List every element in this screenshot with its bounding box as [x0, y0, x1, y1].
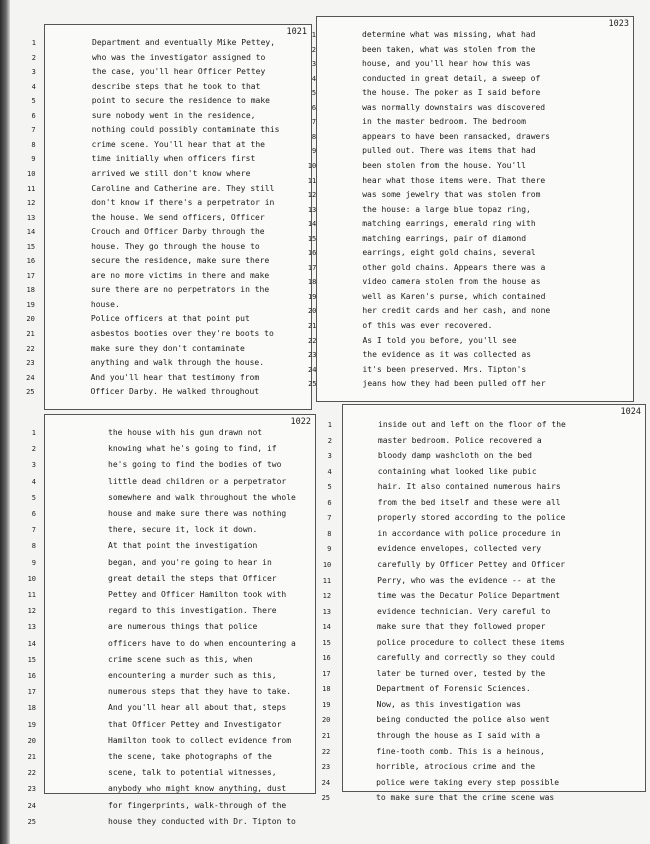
transcript-line: video camera stolen from the house as — [362, 277, 541, 287]
transcript-line: house. — [90, 299, 120, 309]
line-number: 3 — [311, 60, 317, 69]
line-number: 12 — [27, 607, 36, 616]
line-number: 13 — [26, 213, 36, 222]
transcript-line: sure nobody went in the residence, — [91, 110, 256, 120]
transcript-line: was some jewelry that was stolen from — [362, 190, 541, 200]
transcript-line: the house with his gun drawn not — [108, 428, 263, 437]
transcript-line: And you'll hear all about that, steps — [108, 703, 287, 713]
line-number: 16 — [322, 654, 331, 663]
line-number: 3 — [31, 68, 36, 77]
line-number: 14 — [307, 220, 317, 229]
line-number: 21 — [26, 330, 35, 338]
line-number: 1 — [31, 39, 36, 47]
line-number: 20 — [307, 307, 317, 316]
transcript-line: it's been preserved. Mrs. Tipton's — [362, 364, 527, 374]
line-number: 4 — [31, 82, 36, 91]
page-number: 1021 — [286, 27, 307, 37]
line-number: 10 — [322, 560, 332, 569]
line-number: 20 — [26, 315, 35, 324]
line-number: 18 — [27, 704, 36, 713]
transcript-line: At that point the investigation — [108, 541, 258, 551]
transcript-line: he's going to find the bodies of two — [108, 460, 282, 470]
transcript-line: police procedure to collect these items — [376, 637, 565, 647]
transcript-line: secure the residence, make sure there — [91, 256, 270, 266]
line-number: 22 — [308, 336, 317, 345]
line-number: 5 — [327, 483, 332, 492]
transcript-line: Hamilton took to collect evidence from — [108, 735, 292, 745]
line-number: 7 — [31, 126, 36, 135]
transcript-line: conducted in great detail, a sweep of — [362, 73, 541, 83]
line-number: 7 — [327, 514, 332, 523]
line-number: 8 — [327, 529, 332, 538]
line-number: 14 — [26, 228, 36, 237]
line-number: 7 — [31, 526, 36, 535]
line-number: 19 — [26, 300, 35, 309]
transcript-line: for fingerprints, walk-through of the — [108, 800, 287, 810]
transcript-line: began, and you're going to hear in — [108, 557, 272, 567]
line-number: 11 — [26, 184, 36, 193]
transcript-line: describe steps that he took to that — [91, 81, 261, 91]
line-number: 23 — [27, 785, 36, 794]
line-number: 4 — [327, 467, 332, 476]
line-number: 17 — [27, 688, 36, 697]
transcript-line: hear what those items were. That there — [362, 175, 546, 185]
transcript-line: Officer Darby. He walked throughout — [90, 387, 260, 397]
transcript-line: make sure that they followed proper — [376, 622, 546, 632]
line-number: 15 — [307, 234, 317, 243]
transcript-line: the evidence as it was collected as — [362, 350, 532, 360]
line-number: 21 — [307, 322, 317, 330]
transcript-line: anything and walk through the house. — [90, 358, 265, 368]
transcript-line: in accordance with police procedure in — [377, 528, 561, 538]
transcript-line: earrings, eight gold chains, several — [362, 248, 536, 258]
transcript-line: through the house as I said with a — [376, 731, 541, 740]
transcript-line: great detail the steps that Officer — [108, 573, 277, 583]
line-number: 15 — [26, 242, 36, 251]
line-number: 16 — [26, 257, 36, 266]
transcript-line: later be turned over, tested by the — [376, 668, 546, 678]
transcript-line: Now, as this investigation was — [376, 699, 521, 709]
line-number: 13 — [322, 607, 331, 616]
transcript-line: officers have to do when encountering a — [108, 638, 296, 648]
line-number: 12 — [307, 191, 317, 200]
transcript-line: Department of Forensic Sciences. — [376, 684, 531, 694]
line-number: 23 — [308, 351, 317, 360]
transcript-line: Caroline and Catherine are. They still — [91, 183, 275, 193]
page-number: 1023 — [608, 19, 629, 29]
transcript-line: crime scene such as this, when — [108, 654, 253, 664]
transcript-line: somewhere and walk throughout the whole — [108, 492, 296, 502]
line-number: 17 — [322, 669, 331, 678]
line-number: 25 — [308, 380, 317, 389]
line-number: 15 — [27, 655, 36, 664]
line-number: 1 — [327, 421, 332, 429]
transcript-line: properly stored according to the police — [377, 513, 566, 523]
transcript-line: that Officer Pettey and Investigator — [108, 719, 282, 729]
page-number: 1022 — [290, 417, 311, 427]
line-number: 2 — [311, 45, 317, 54]
transcript-line: well as Karen's purse, which contained — [362, 291, 546, 301]
transcript-line: of this was ever recovered. — [362, 321, 493, 330]
transcript-line: from the bed itself and these were all — [377, 497, 561, 507]
line-number: 9 — [31, 155, 36, 164]
line-number: 22 — [27, 769, 36, 778]
line-number: 21 — [321, 732, 331, 740]
line-number: 4 — [31, 477, 36, 486]
transcript-line: nothing could possibly contaminate this — [91, 125, 280, 135]
transcript-line: inside out and left on the floor of the — [378, 420, 566, 429]
line-number: 9 — [327, 545, 332, 554]
line-number: 12 — [26, 199, 36, 208]
line-number: 20 — [27, 736, 36, 745]
line-number: 2 — [31, 445, 36, 454]
transcript-line: are numerous things that police — [108, 622, 258, 632]
line-number: 8 — [311, 132, 317, 141]
transcript-line: house. They go through the house to — [91, 241, 260, 251]
transcript-line: house and make sure there was nothing — [108, 509, 287, 518]
line-number: 18 — [307, 278, 317, 287]
transcript-line: time was the Decatur Police Department — [377, 591, 561, 601]
line-number: 16 — [307, 249, 317, 258]
line-number: 8 — [31, 542, 36, 551]
transcript-line: appears to have been ransacked, drawers — [362, 131, 550, 141]
transcript-line: are no more victims in there and make — [91, 270, 270, 280]
transcript-line: the scene, take photographs of the — [108, 752, 272, 761]
line-number: 15 — [322, 638, 331, 647]
transcript-line: matching earrings, pair of diamond — [362, 233, 527, 243]
transcript-line: pulled out. There was items that had — [362, 146, 536, 156]
line-number: 6 — [31, 510, 36, 518]
transcript-line: make sure they don't contaminate — [90, 343, 245, 353]
transcript-line: determine what was missing, what had — [362, 30, 536, 39]
line-number: 22 — [321, 747, 331, 756]
line-number: 6 — [327, 498, 332, 507]
transcript-line: And you'll hear that testimony from — [90, 372, 260, 382]
line-number: 4 — [311, 74, 317, 83]
line-number: 25 — [26, 388, 35, 397]
transcript-line: bloody damp washcloth on the bed — [377, 451, 532, 461]
transcript-line: crime scene. You'll hear that at the — [91, 139, 265, 149]
transcript-line: Department and eventually Mike Pettey, — [92, 38, 276, 47]
transcript-line: don't know if there's a perpetrator in — [91, 198, 275, 208]
line-number: 24 — [27, 801, 36, 810]
transcript-line: police were taking every step possible — [376, 777, 560, 787]
line-number: 12 — [322, 592, 332, 601]
transcript-line: hair. It also contained numerous hairs — [377, 482, 561, 492]
line-number: 1 — [31, 429, 36, 437]
transcript-line: anybody who might know anything, dust — [108, 784, 287, 794]
line-number: 3 — [31, 461, 36, 470]
transcript-line: the house. We send officers, Officer — [91, 212, 265, 222]
line-number: 24 — [26, 373, 35, 382]
line-number: 24 — [321, 778, 331, 787]
transcript-line: little dead children or a perpetrator — [108, 476, 287, 486]
transcript-line: sure there are no perpetrators in the — [90, 285, 270, 295]
line-number: 13 — [27, 623, 36, 632]
transcript-line: the house: a large blue topaz ring, — [362, 204, 531, 214]
transcript-line: As I told you before, you'll see — [362, 335, 517, 345]
transcript-line: Police officers at that point put — [90, 314, 250, 324]
transcript-line: been stolen from the house. You'll — [362, 160, 526, 170]
transcript-line: Crouch and Officer Darby through the — [91, 227, 265, 237]
line-number: 25 — [27, 817, 36, 826]
transcript-line: house, and you'll hear how this was — [362, 59, 531, 69]
line-number: 13 — [307, 205, 317, 214]
transcript-line: asbestos booties over they're boots to — [90, 329, 274, 338]
transcript-line: knowing what he's going to find, if — [108, 444, 277, 454]
transcript-line: arrived we still don't know where — [91, 168, 251, 178]
line-number: 10 — [27, 169, 36, 178]
line-number: 7 — [311, 118, 317, 127]
transcript-line: being conducted the police also went — [376, 715, 550, 725]
transcript-line: in the master bedroom. The bedroom — [362, 117, 526, 127]
line-number: 19 — [322, 700, 331, 709]
transcript-line: fine-tooth comb. This is a heinous, — [376, 746, 545, 756]
line-number: 17 — [307, 263, 317, 272]
page-number: 1024 — [620, 407, 641, 417]
transcript-line: containing what looked like pubic — [377, 466, 537, 476]
transcript-line: there, secure it, lock it down. — [108, 525, 258, 535]
transcript-line: numerous steps that they have to take. — [108, 687, 292, 697]
line-number: 23 — [321, 763, 331, 772]
transcript-line: the house. The poker as I said before — [362, 88, 541, 98]
transcript-line: master bedroom. Police recovered a — [377, 435, 542, 445]
line-number: 14 — [322, 623, 331, 632]
line-number: 23 — [26, 359, 35, 368]
binding-shadow — [0, 0, 10, 844]
line-number: 22 — [26, 344, 35, 353]
line-number: 5 — [31, 493, 36, 502]
line-number: 5 — [311, 89, 317, 98]
line-number: 6 — [31, 111, 36, 120]
line-number: 19 — [307, 292, 317, 301]
transcript-line: house they conducted with Dr. Tipton to — [108, 816, 296, 826]
transcript-line: was normally downstairs was discovered — [362, 102, 546, 112]
line-number: 16 — [27, 672, 36, 680]
line-number: 20 — [321, 716, 331, 725]
line-number: 17 — [26, 271, 35, 280]
transcript-line: carefully and correctly so they could — [376, 653, 555, 663]
transcript-line: been taken, what was stolen from the — [362, 44, 536, 54]
transcript-line: scene, talk to potential witnesses, — [108, 768, 277, 778]
transcript-line: encountering a murder such as this, — [108, 671, 277, 680]
line-number: 8 — [31, 140, 36, 149]
line-number: 9 — [31, 558, 36, 567]
line-number: 21 — [27, 753, 36, 761]
line-number: 14 — [27, 639, 36, 648]
transcript-line: Pettey and Officer Hamilton took with — [108, 590, 287, 599]
transcript-line: her credit cards and her cash, and none — [362, 306, 551, 316]
transcript-line: evidence envelopes, collected very — [377, 544, 542, 554]
line-number: 11 — [27, 591, 36, 599]
line-number: 5 — [31, 97, 36, 106]
transcript-line: Perry, who was the evidence -- at the — [377, 575, 556, 585]
transcript-line: regard to this investigation. There — [108, 606, 277, 616]
line-number: 2 — [31, 53, 36, 62]
line-number: 11 — [322, 576, 332, 585]
line-number: 18 — [26, 286, 35, 295]
line-number: 1 — [311, 31, 316, 39]
transcript-line: time initially when officers first — [91, 154, 256, 164]
transcript-line: matching earrings, emerald ring with — [362, 219, 536, 229]
line-number: 9 — [311, 147, 317, 156]
transcript-line: evidence technician. Very careful to — [377, 606, 551, 616]
transcript-line: to make sure that the crime scene was — [376, 793, 555, 803]
transcript-line: who was the investigator assigned to — [91, 52, 266, 62]
transcript-line: carefully by Officer Pettey and Officer — [377, 559, 566, 569]
line-number: 24 — [308, 365, 317, 374]
transcript-line: the case, you'll hear Officer Pettey — [91, 67, 266, 77]
line-number: 25 — [321, 794, 330, 803]
transcript-line: point to secure the residence to make — [91, 96, 270, 106]
transcript-line: jeans how they had been pulled off her — [362, 379, 546, 389]
line-number: 18 — [322, 685, 331, 694]
line-number: 3 — [327, 452, 332, 461]
line-number: 2 — [327, 436, 332, 445]
line-number: 6 — [311, 103, 317, 112]
line-number: 11 — [307, 176, 317, 185]
transcript-line: other gold chains. Appears there was a — [362, 262, 546, 272]
line-number: 19 — [27, 720, 36, 729]
line-number: 10 — [27, 574, 36, 583]
line-number: 10 — [307, 161, 317, 170]
transcript-line: horrible, atrocious crime and the — [376, 762, 536, 772]
